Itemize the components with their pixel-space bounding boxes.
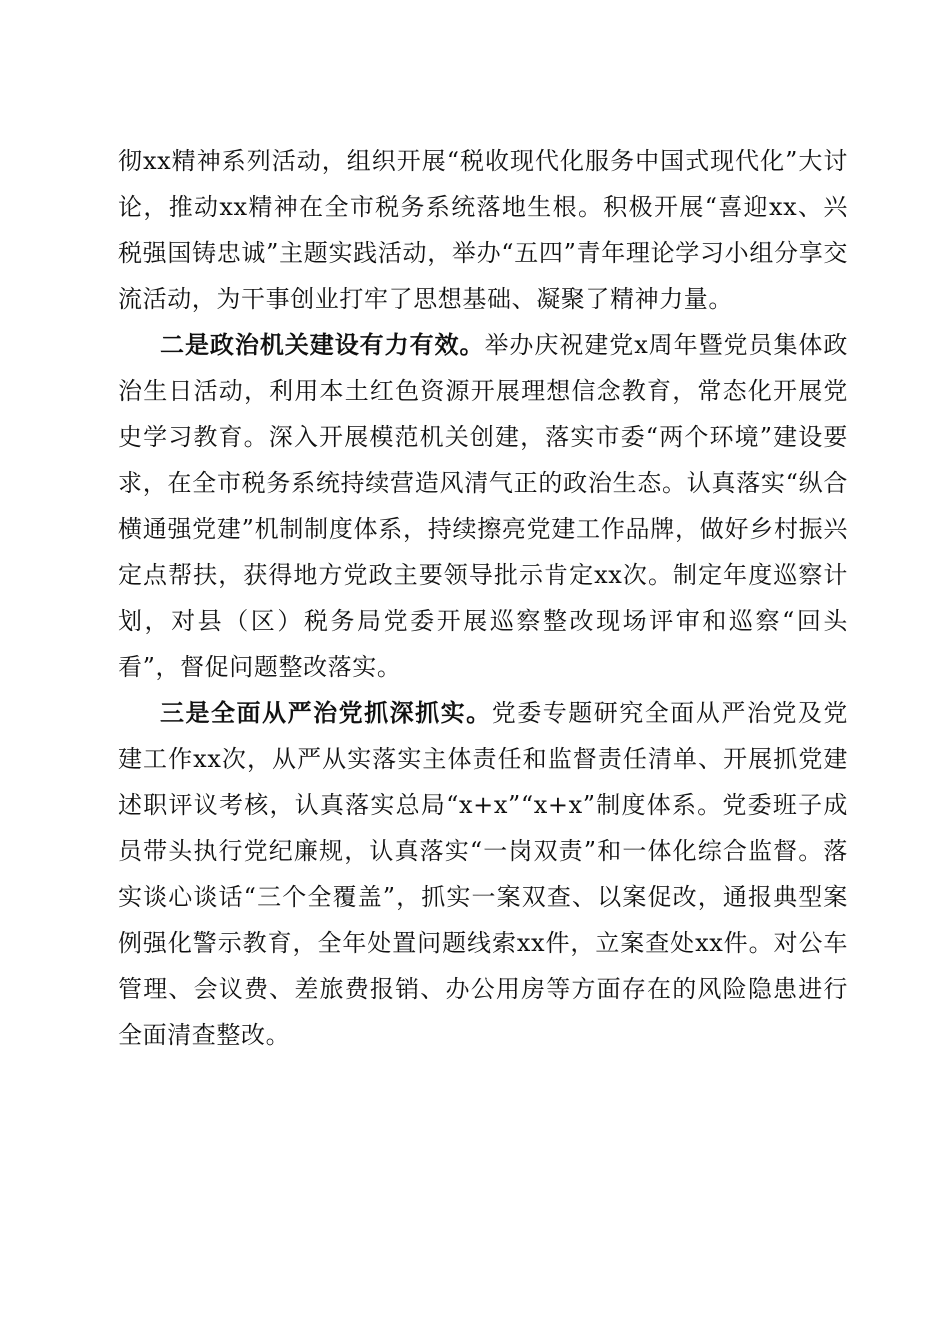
paragraph-3 xyxy=(118,690,848,1058)
document-body xyxy=(118,138,848,1058)
paragraph-1-text: 彻xx精神系列活动，组织开展“税收现代化服务中国式现代化”大讨论，推动xx精神在全市税务系统落地生根。积极开展“喜迎xx、兴税强国铸忠诚”主题实践活动，举办“五四”青年理论学习小组分享交流活动，为干事创业打牢了思想基础、凝聚了精神力量。 xyxy=(118,147,848,313)
paragraph-1 xyxy=(118,138,848,322)
paragraph-3-text: 党委专题研究全面从严治党及党建工作xx次，从严从实落实主体责任和监督责任清单、开展抓党建述职评议考核，认真落实总局“x+x”“x+x”制度体系。党委班子成员带头执行党纪廉规，认真落实“一岗双责”和一体化综合监督。落实谈心谈话“三个全覆盖”，抓实一案双查、以案促改，通报典型案例强化警示教育，全年处置问题线索xx件，立案查处xx件。对公车管理、会议费、差旅费报销、办公用房等方面存在的风险隐患进行全面清查整改。 xyxy=(118,699,848,1049)
paragraph-2 xyxy=(118,322,848,690)
paragraph-2-text: 举办庆祝建党x周年暨党员集体政治生日活动，利用本土红色资源开展理想信念教育，常态化开展党史学习教育。深入开展模范机关创建，落实市委“两个环境”建设要求，在全市税务系统持续营造风清气正的政治生态。认真落实“纵合横通强党建”机制制度体系，持续擦亮党建工作品牌，做好乡村振兴定点帮扶，获得地方党政主要领导批示肯定xx次。制定年度巡察计划，对县（区）税务局党委开展巡察整改现场评审和巡察“回头看”，督促问题整改落实。 xyxy=(118,331,848,681)
paragraph-3-heading: 三是全面从严治党抓深抓实。 xyxy=(160,698,492,727)
paragraph-2-heading: 二是政治机关建设有力有效。 xyxy=(160,330,485,359)
